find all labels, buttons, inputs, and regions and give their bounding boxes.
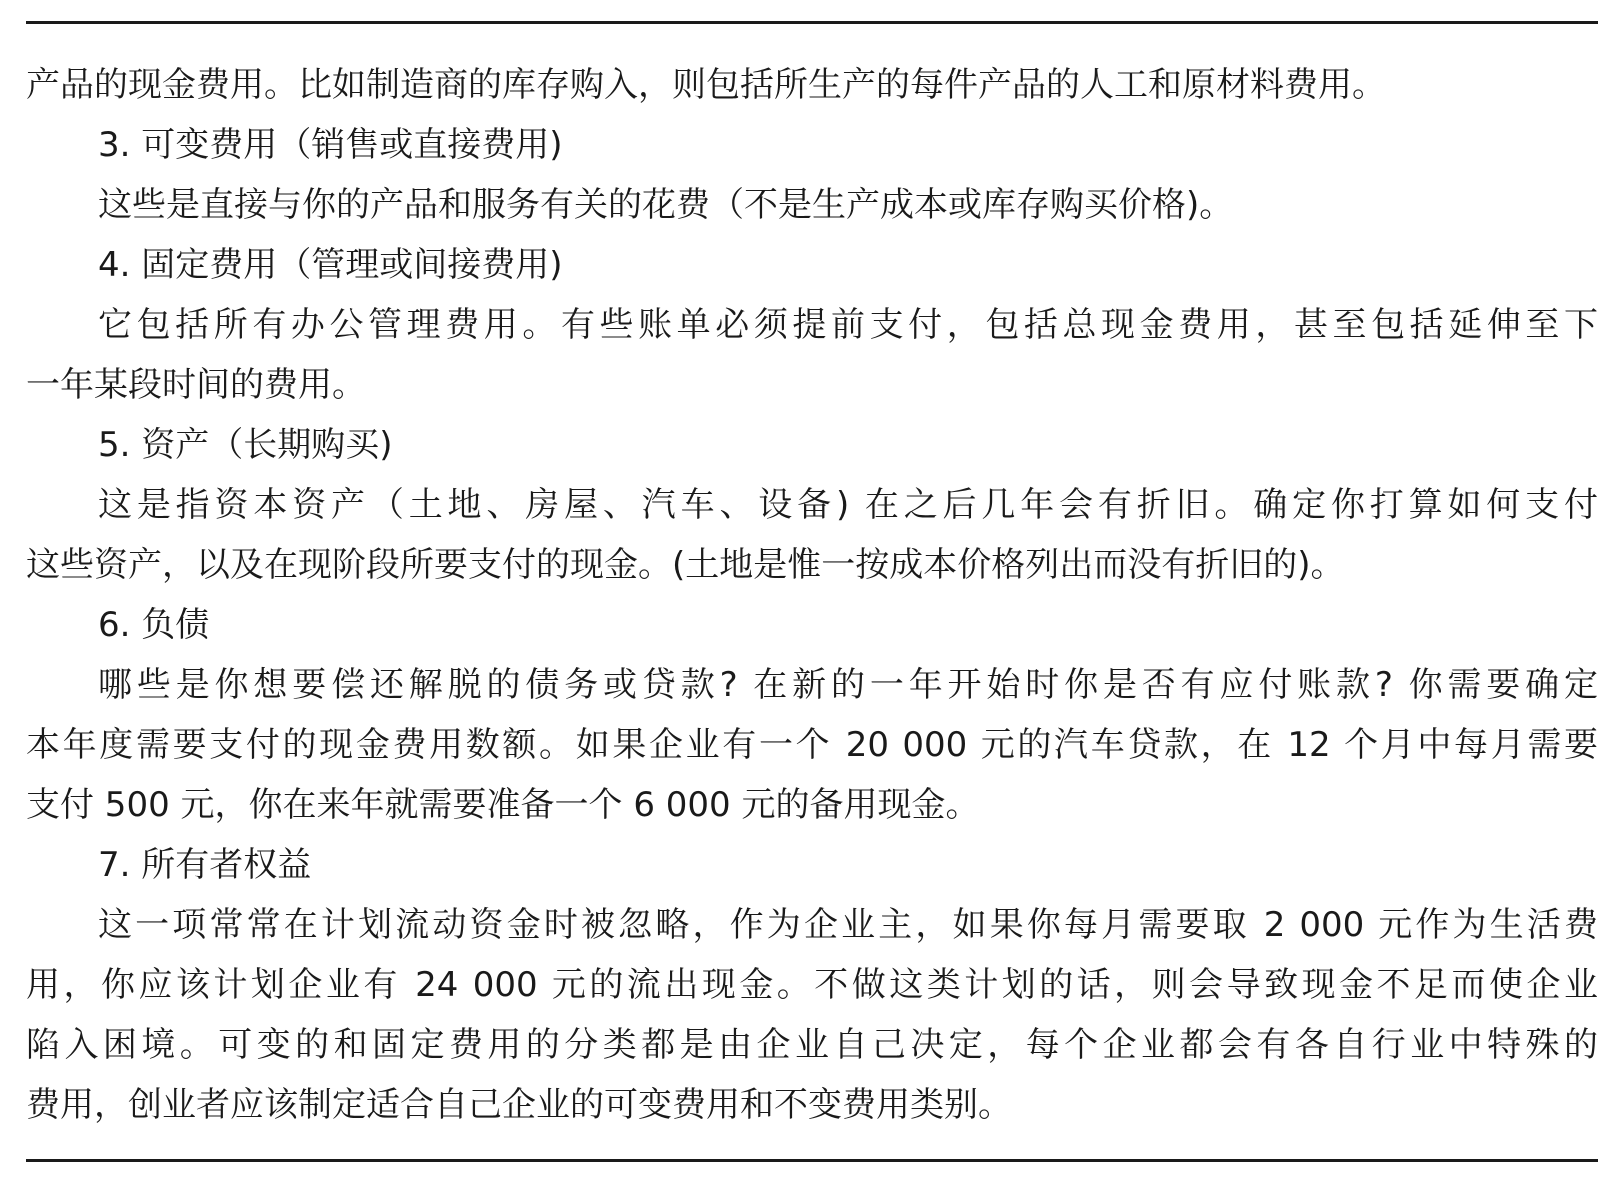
section-heading-owner-equity: 7. 所有者权益 xyxy=(98,845,312,885)
paragraph-line: 这一项常常在计划流动资金时被忽略，作为企业主，如果你每月需要取 2 000 元作为生活费 xyxy=(98,905,1598,945)
document-body xyxy=(26,55,1598,1135)
paragraph-line: 支付 500 元，你在来年就需要准备一个 6 000 元的备用现金。 xyxy=(26,785,980,825)
section-heading-variable-expenses: 3. 可变费用（销售或直接费用) xyxy=(98,125,563,165)
paragraph-line: 它包括所有办公管理费用。有些账单必须提前支付，包括总现金费用，甚至包括延伸至下 xyxy=(98,305,1598,345)
paragraph-line: 本年度需要支付的现金费用数额。如果企业有一个 20 000 元的汽车贷款，在 12 个月中每月需要 xyxy=(26,725,1598,765)
paragraph-line: 产品的现金费用。比如制造商的库存购入，则包括所生产的每件产品的人工和原材料费用。 xyxy=(26,65,1386,105)
bottom-rule xyxy=(26,1159,1598,1162)
paragraph-line: 这些是直接与你的产品和服务有关的花费（不是生产成本或库存购买价格)。 xyxy=(98,185,1234,225)
paragraph-line: 这是指资本资产（土地、房屋、汽车、设备) 在之后几年会有折旧。确定你打算如何支付 xyxy=(98,485,1598,525)
paragraph-line: 一年某段时间的费用。 xyxy=(26,365,366,405)
paragraph-line: 这些资产，以及在现阶段所要支付的现金。(土地是惟一按成本价格列出而没有折旧的)。 xyxy=(26,545,1345,585)
paragraph-line: 用，你应该计划企业有 24 000 元的流出现金。不做这类计划的话，则会导致现金不足而使企业 xyxy=(26,965,1598,1005)
paragraph-line: 费用，创业者应该制定适合自己企业的可变费用和不变费用类别。 xyxy=(26,1085,1012,1125)
paragraph-line: 哪些是你想要偿还解脱的债务或贷款? 在新的一年开始时你是否有应付账款? 你需要确定 xyxy=(98,665,1598,705)
paragraph-line: 陷入困境。可变的和固定费用的分类都是由企业自己决定，每个企业都会有各自行业中特殊的 xyxy=(26,1025,1598,1065)
section-heading-fixed-expenses: 4. 固定费用（管理或间接费用) xyxy=(98,245,563,285)
section-heading-assets: 5. 资产（长期购买) xyxy=(98,425,393,465)
top-rule xyxy=(26,21,1598,24)
section-heading-liabilities: 6. 负债 xyxy=(98,605,210,645)
